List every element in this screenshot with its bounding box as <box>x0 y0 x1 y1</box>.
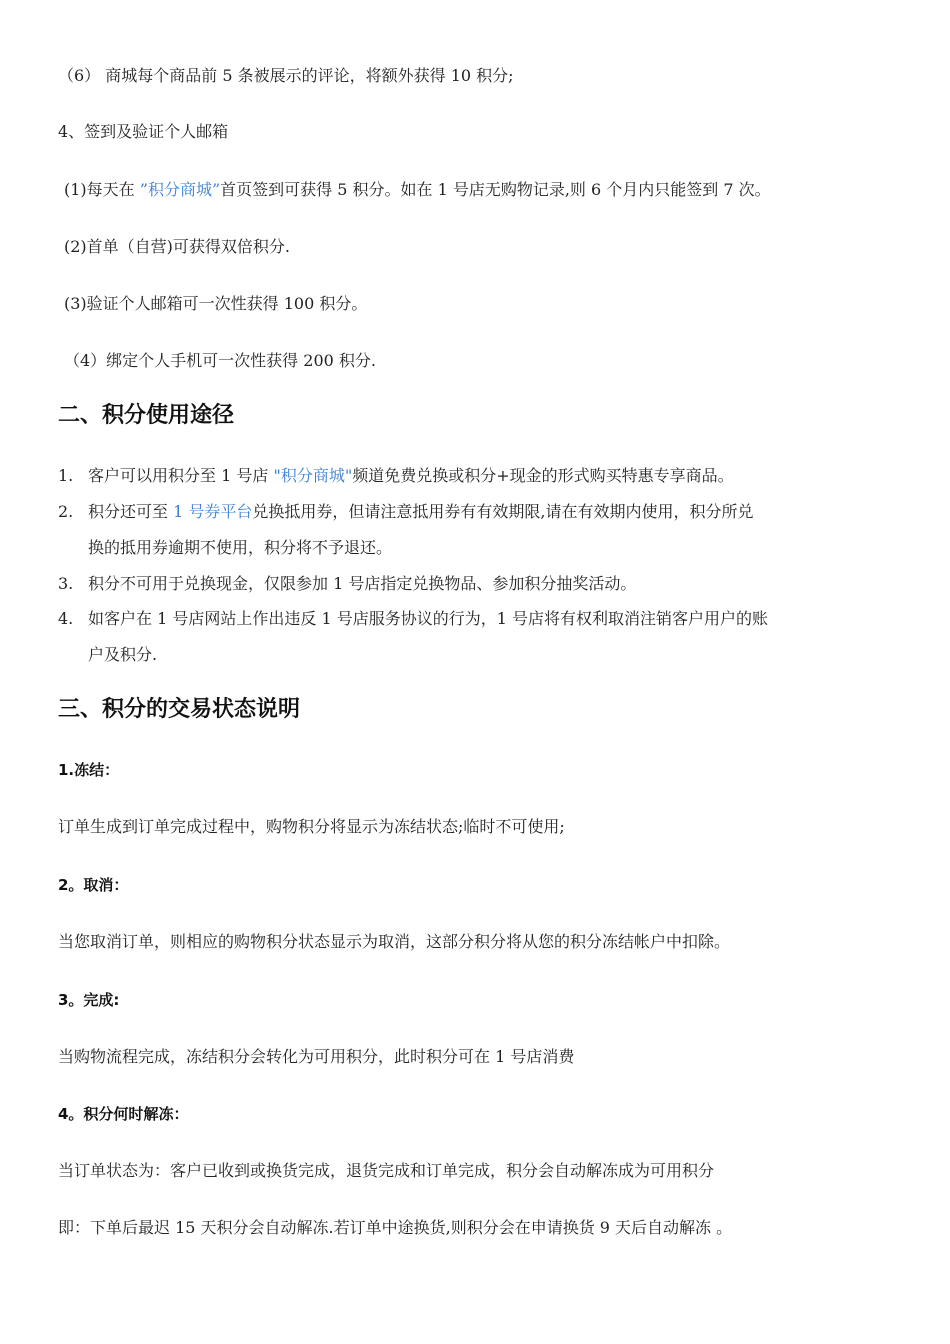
earn-sub-1 <box>64 180 771 200</box>
usage-item-4-number: 4. <box>58 609 74 628</box>
earn-item-6: （6） 商城每个商品前 5 条被展示的评论，将额外获得 10 积分; <box>58 66 514 85</box>
points-mall-channel-link[interactable]: "积分商城" <box>273 466 353 485</box>
usage-item-2-prefix: 积分还可至 <box>88 502 174 521</box>
coupon-platform-link[interactable]: 1 号券平台 <box>173 502 253 521</box>
status-cancel-text: 当您取消订单，则相应的购物积分状态显示为取消，这部分积分将从您的积分冻结帐户中扣除。 <box>58 932 731 951</box>
usage-item-1 <box>58 466 734 486</box>
usage-item-1-number: 1. <box>58 466 74 485</box>
status-complete-title: 3。完成: <box>58 991 120 1009</box>
usage-item-1-prefix: 客户可以用积分至 1 号店 <box>88 466 274 485</box>
usage-item-4 <box>58 609 768 629</box>
usage-item-4-text: 如客户在 1 号店网站上作出违反 1 号店服务协议的行为，1 号店将有权利取消注销客户用户的账 <box>88 609 768 628</box>
usage-item-4-line-2: 户及积分. <box>88 645 158 664</box>
status-frozen-text: 订单生成到订单完成过程中，购物积分将显示为冻结状态;临时不可使用; <box>58 817 565 836</box>
usage-item-2 <box>58 502 753 522</box>
section-4-title: 4、签到及验证个人邮箱 <box>58 122 229 141</box>
status-unfreeze-text-1: 当订单状态为：客户已收到或换货完成，退货完成和订单完成，积分会自动解冻成为可用积分 <box>58 1161 715 1180</box>
usage-item-1-suffix: 频道免费兑换或积分+现金的形式购买特惠专享商品。 <box>352 466 734 485</box>
usage-item-2-suffix: 兑换抵用券，但请注意抵用券有有效期限,请在有效期内使用，积分所兑 <box>252 502 754 521</box>
usage-item-2-number: 2. <box>58 502 74 521</box>
status-cancel-title: 2。取消： <box>58 876 129 894</box>
earn-sub-2: (2)首单（自营)可获得双倍积分. <box>64 237 290 256</box>
status-unfreeze-title: 4。积分何时解冻： <box>58 1105 189 1123</box>
usage-item-2-line-2: 换的抵用券逾期不使用，积分将不予退还。 <box>88 538 393 557</box>
status-heading: 三、积分的交易状态说明 <box>58 697 301 722</box>
status-unfreeze-text-2: 即：下单后最迟 15 天积分会自动解冻.若订单中途换货,则积分会在申请换货 9 天后自动解冻 。 <box>58 1218 733 1237</box>
usage-item-3-text: 积分不可用于兑换现金，仅限参加 1 号店指定兑换物品、参加积分抽奖活动。 <box>88 574 637 593</box>
status-frozen-title: 1.冻结： <box>58 761 120 779</box>
usage-item-3 <box>58 574 636 594</box>
points-mall-link[interactable]: ”积分商城” <box>139 180 221 199</box>
usage-item-3-number: 3. <box>58 574 74 593</box>
earn-sub-1-prefix: (1)每天在 <box>64 180 140 199</box>
earn-sub-4: （4）绑定个人手机可一次性获得 200 积分. <box>64 351 376 370</box>
earn-sub-3: (3)验证个人邮箱可一次性获得 100 积分。 <box>64 294 368 313</box>
usage-heading: 二、积分使用途径 <box>58 403 235 428</box>
earn-sub-1-suffix: 首页签到可获得 5 积分。如在 1 号店无购物记录,则 6 个月内只能签到 7 次。 <box>220 180 771 199</box>
status-complete-text: 当购物流程完成，冻结积分会转化为可用积分，此时积分可在 1 号店消费 <box>58 1047 575 1066</box>
